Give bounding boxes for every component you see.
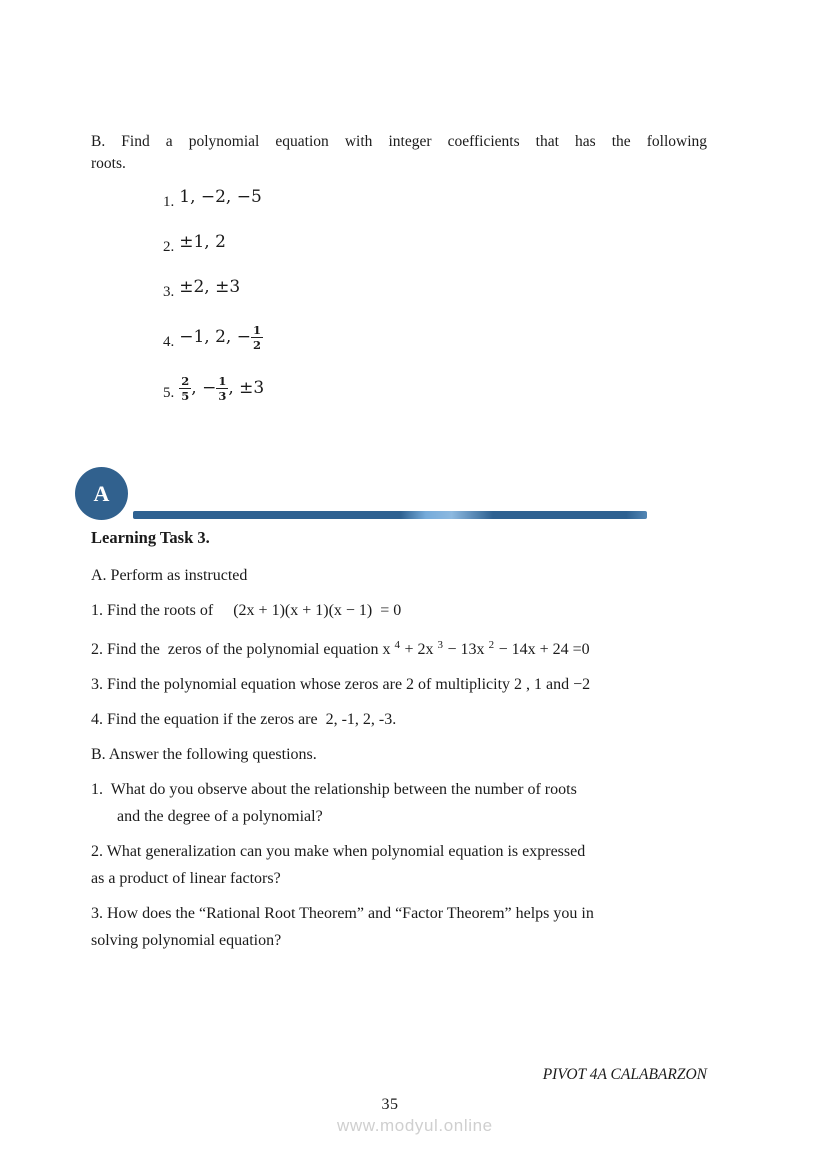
footer-imprint: PIVOT 4A CALABARZON: [542, 1066, 707, 1083]
equation-text: − 14x + 24 =0: [494, 641, 590, 658]
question-line-1: 3. How does the “Rational Root Theorem” and “Factor Theorem” helps you in: [91, 905, 594, 922]
fraction-numerator: 1: [218, 374, 227, 388]
fraction: [216, 375, 228, 402]
question-line-2: as a product of linear factors?: [91, 870, 281, 887]
intro-line-1: B. Find a polynomial equation with integer coefficients that has the following: [91, 133, 707, 150]
roots-item-4: [163, 324, 707, 358]
math-expression: [179, 375, 264, 402]
item-number: 1.: [163, 194, 175, 210]
roots-item-5: [163, 375, 707, 409]
equation-text: 2. Find the zeros of the polynomial equation x: [91, 641, 395, 658]
task-b-question-1: [91, 776, 707, 830]
task-a-item-2: [91, 632, 707, 663]
task-a-item-3: 3. Find the polynomial equation whose zeros are 2 of multiplicity 2 , 1 and −2: [91, 676, 591, 693]
math-expression: [179, 324, 263, 351]
math-text: , ±3: [228, 378, 265, 399]
task-b-question-2: [91, 838, 707, 892]
fraction-denominator: 5: [181, 389, 190, 404]
item-number: 2.: [163, 239, 175, 255]
question-line-1: 2. What generalization can you make when polynomial equation is expressed: [91, 843, 586, 860]
item-number: 5.: [163, 385, 175, 402]
fraction-denominator: 2: [253, 338, 262, 353]
fraction-numerator: 1: [253, 323, 262, 337]
section-divider-bar: [133, 511, 647, 519]
item-number: 4.: [163, 334, 175, 351]
intro-line-2: roots.: [91, 155, 126, 172]
math-expression: ±2, ±3: [179, 277, 241, 297]
page-number: 35: [381, 1096, 399, 1113]
math-text: , −: [191, 378, 217, 399]
exponent: 4: [394, 639, 401, 651]
math-text: −1, 2, −: [179, 327, 251, 348]
task-a-item-1: 1. Find the roots of (2x + 1)(x + 1)(x − 1) = 0: [91, 602, 402, 619]
exponent: 2: [488, 639, 495, 651]
part-b-heading: B. Answer the following questions.: [91, 746, 317, 763]
math-expression: ±1, 2: [179, 232, 226, 252]
equation-text: − 13x: [443, 641, 489, 658]
task-b-question-3: [91, 900, 707, 954]
question-line-1: 1. What do you observe about the relationship between the number of roots: [91, 781, 577, 798]
section-marker-row: [91, 467, 707, 520]
fraction-denominator: 3: [218, 389, 227, 404]
watermark: www.modyul.online: [337, 1116, 493, 1135]
roots-item-2: [163, 234, 707, 258]
question-line-2: solving polynomial equation?: [91, 932, 282, 949]
equation-text: + 2x: [400, 641, 438, 658]
section-marker-badge: A: [75, 467, 128, 520]
roots-item-3: [163, 279, 707, 303]
fraction-numerator: 2: [181, 374, 190, 388]
intro-paragraph: [91, 131, 707, 175]
roots-list: [163, 189, 707, 409]
fraction: [251, 324, 263, 351]
roots-item-1: [163, 189, 707, 213]
item-number: 3.: [163, 284, 175, 300]
question-line-2: and the degree of a polynomial?: [117, 808, 323, 825]
fraction: [179, 375, 191, 402]
page-content: [91, 0, 707, 962]
learning-task-title: Learning Task 3.: [91, 528, 210, 547]
math-expression: 1, −2, −5: [179, 187, 262, 207]
exponent: 3: [437, 639, 444, 651]
task-a-item-4: 4. Find the equation if the zeros are 2, -1, 2, -3.: [91, 711, 397, 728]
part-a-heading: A. Perform as instructed: [91, 567, 248, 584]
